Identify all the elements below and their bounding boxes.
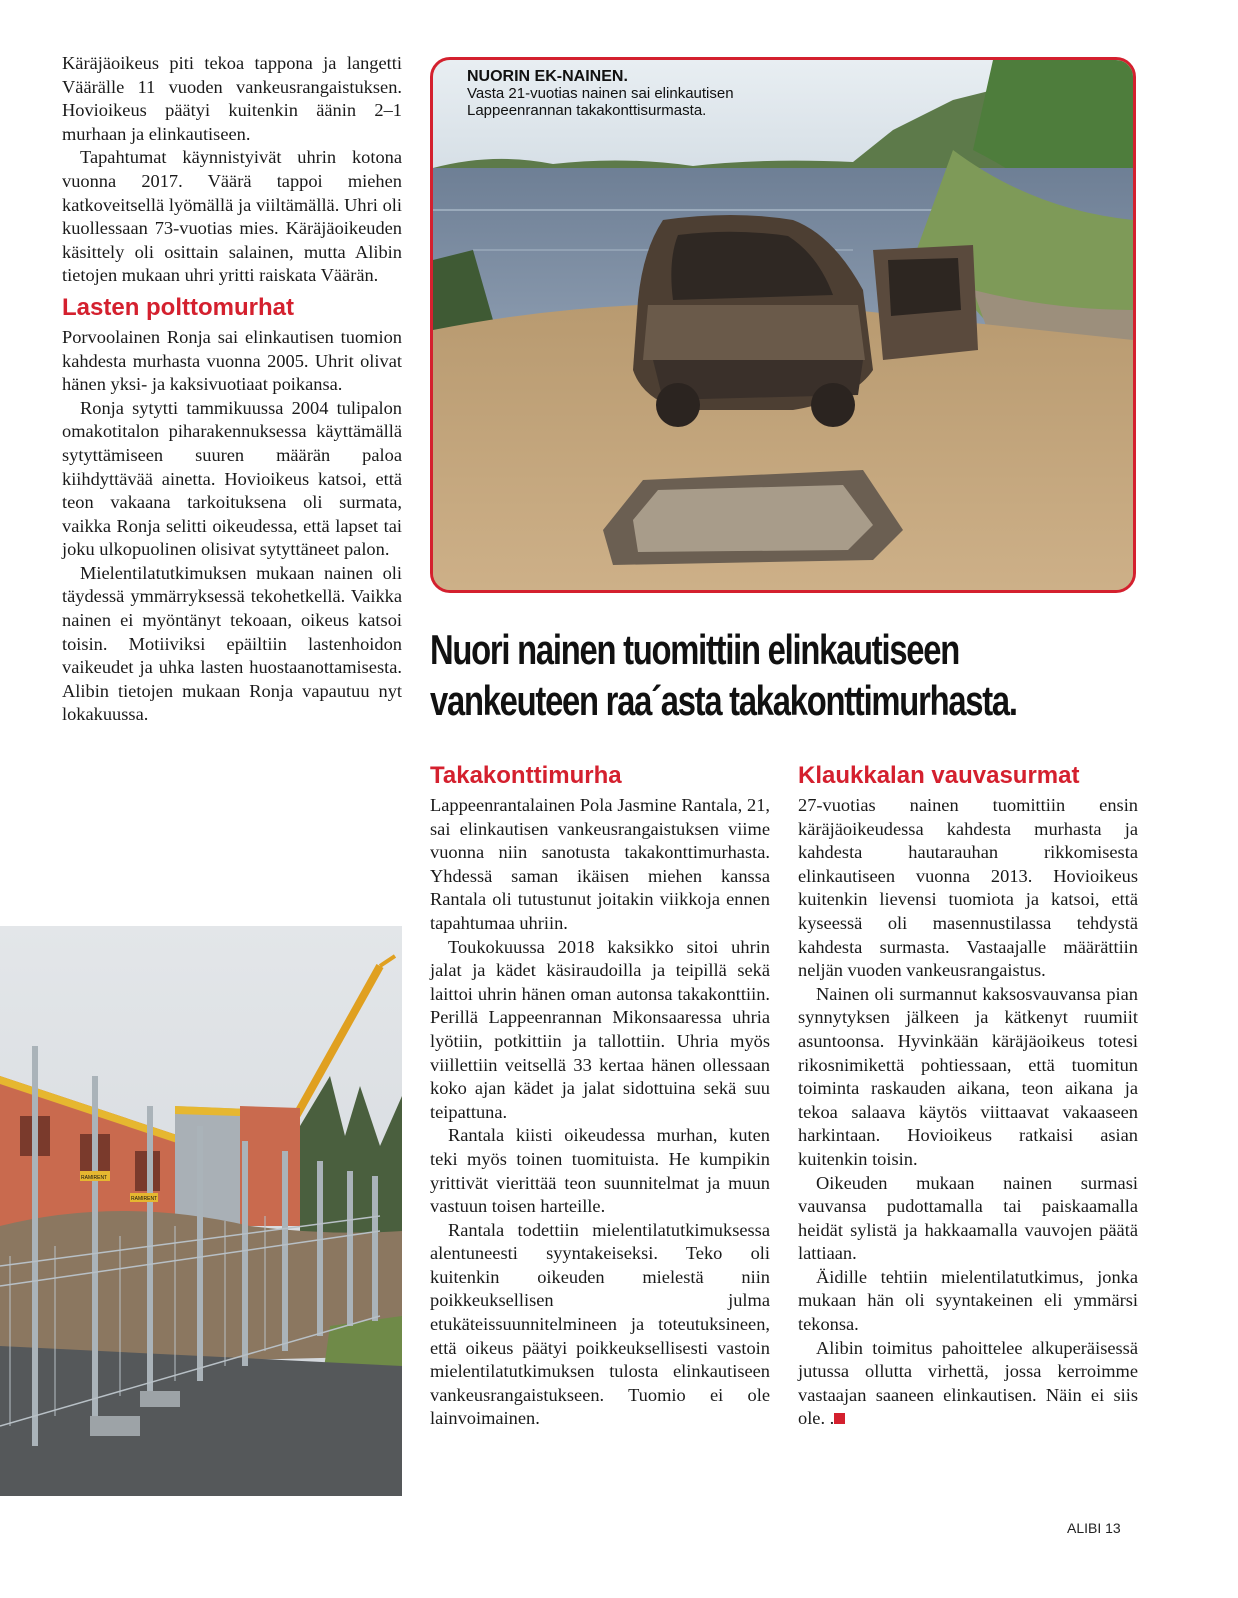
caption-text-line-2: Lappeenrannan takakonttisurmasta.	[467, 102, 707, 119]
burned-car-illustration	[433, 60, 1133, 590]
article-headline	[430, 624, 1017, 726]
caption-kicker: NUORIN EK-NAINEN.	[467, 68, 628, 85]
end-square-icon	[834, 1413, 845, 1424]
body-paragraph: 27-vuotias nainen tuomittiin ensin käräjäoikeudessa kahdesta murhasta ja kahdesta hautarauhan rikkomisesta elinkautiseen vuonna 2013. Hovioikeus kuitenkin lievensi tuomiota ja katsoi, että kyseessä oli masennustilassa tehdystä kahdesta surmasta. Vastaajalle määrättiin neljän vuoden vankeusrangaistus.	[798, 795, 1138, 981]
burned-car-photo	[430, 57, 1136, 593]
fence-sign-label: RAMIRENT	[81, 1175, 108, 1181]
last-paragraph-text: Alibin toimitus pahoittelee alkuperäisessä jutussa ollutta virhettä, jossa kerroimme vastaajan saaneen elinkautisen. Näin ei siis ole. .	[798, 1337, 1138, 1429]
fence-sign-label: RAMIRENT	[131, 1196, 158, 1202]
body-paragraph: Mielentilatutkimuksen mukaan nainen oli täydessä ymmärryksessä tekohetkellä. Vaikka nainen ei myöntänyt tekoaan, oikeus katsoi toisin. Motiiviksi epäiltiin lastenhoidon vaikeudet ja uhka lasten huostaanottamisesta. Alibin tietojen mukaan Ronja vapautuu nyt lokakuussa.	[62, 562, 402, 725]
body-paragraph: Lappeenrantalainen Pola Jasmine Rantala, 21, sai elinkautisen vankeusrangaistuksen viime vuonna niin sanotusta takakonttimurhasta. Yhdessä saman ikäisen miehen kanssa Rantala oli tutustunut joitakin viikkoja ennen tapahtumaa uhriin.	[430, 795, 770, 933]
body-paragraph: Porvoolainen Ronja sai elinkautisen tuomion kahdesta murhasta vuonna 2005. Uhrit olivat hänen yksi- ja kaksivuotiaat poikansa.	[62, 326, 402, 395]
body-paragraph: Äidille tehtiin mielentilatutkimus, jonka mukaan hän oli syyntakeinen eli ymmärsi tekonsa.	[798, 1266, 1138, 1335]
construction-site-illustration	[0, 926, 402, 1496]
section-heading-takakonttimurha: Takakonttimurha	[430, 762, 622, 789]
caption-text-line-1: Vasta 21-vuotias nainen sai elinkautisen	[467, 85, 734, 102]
body-paragraph: Oikeuden mukaan nainen surmasi vauvansa pudottamalla tai paiskaamalla heidät sylistä ja hakkaamalla vauvojen päätä lattiaan.	[798, 1172, 1138, 1264]
body-paragraph: Ronja sytytti tammikuussa 2004 tulipalon omakotitalon piharakennuksessa käyttämällä sytyttämiseen suuren määrän paloa kiihdyttävää ainetta. Hovioikeus katsoi, että teon vakaana tarkoituksena oli surmata, vaikka Ronja selitti oikeudessa, että lapset tai joku ulkopuolinen olisivat sytyttäneet palon.	[62, 397, 402, 560]
section-heading-klaukkalan-vauvasurmat: Klaukkalan vauvasurmat	[798, 762, 1080, 789]
intro-paragraph-1: Käräjäoikeus piti tekoa tappona ja langetti Väärälle 11 vuoden vankeusrangaistuksen. Hovioikeus päätyi kuitenkin äänin 2–1 murhaan ja elinkautiseen.	[62, 53, 402, 144]
intro-paragraph-2: Tapahtumat käynnistyivät uhrin kotona vuonna 2017. Väärä tappoi miehen katkoveitsellä lyömällä ja viiltämällä. Uhri oli kuollessaan 73-vuotias mies. Käräjäoikeuden käsittely oli osittain salainen, mutta Alibin tietojen mukaan uhri yritti raiskata Väärän.	[62, 147, 402, 286]
page-number-label: ALIBI 13	[1067, 1520, 1121, 1536]
body-paragraph: Rantala kiisti oikeudessa murhan, kuten teki myös toinen tuomituista. He kumpikin yrittivät vierittää teon suunnitelmat ja muun vastuun toisen harteille.	[430, 1125, 770, 1217]
headline-line-1: Nuori nainen tuomittiin elinkautiseen	[430, 626, 959, 673]
construction-site-photo	[0, 926, 402, 1496]
middle-article-column	[430, 756, 770, 1431]
photo-caption	[467, 68, 734, 119]
right-article-column	[798, 756, 1138, 1431]
headline-line-2: vankeuteen raa´asta takakonttimurhasta.	[430, 677, 1017, 724]
body-paragraph: Nainen oli surmannut kaksosvauvansa pian synnytyksen jälkeen ja kätkenyt ruumiit asuntoonsa. Hyvinkään käräjäoikeus totesi rikosnimikettä pohtiessaan, että tuomitun toiminta raskauden aikana, teon aikana ja tekoa salaava käytös viittaavat vakaaseen harkintaan. Hovioikeus ratkaisi asian kuitenkin toisin.	[798, 983, 1138, 1169]
body-paragraph: Toukokuussa 2018 kaksikko sitoi uhrin jalat ja kädet käsiraudoilla ja teipillä sekä laittoi uhrin hänen oman autonsa takakonttiin. Perillä Lappeenrannan Mikonsaaressa uhria lyötiin, potkittiin ja tallottiin. Uhria myös viillettiin veitsellä 33 kertaa hänen ollessaan koko ajan kädet ja jalat sidottuina sekä suu teipattuna.	[430, 936, 770, 1122]
body-paragraph-last	[798, 1337, 1138, 1431]
section-heading-lasten-polttomurhat: Lasten polttomurhat	[62, 293, 294, 321]
body-paragraph: Rantala todettiin mielentilatutkimuksessa alentuneesti syyntakeiseksi. Teko oli kuitenkin oikeuden mielestä niin poikkeuksellisen julma etukäteissuunnitelmineen ja toteutuksineen, että oikeus päätyi poikkeuksellisesti vastoin mielentilatutkimuksen tulosta elinkautiseen vankeusrangaistukseen. Tuomio ei ole lainvoimainen.	[430, 1219, 770, 1429]
left-article-column	[62, 52, 402, 727]
